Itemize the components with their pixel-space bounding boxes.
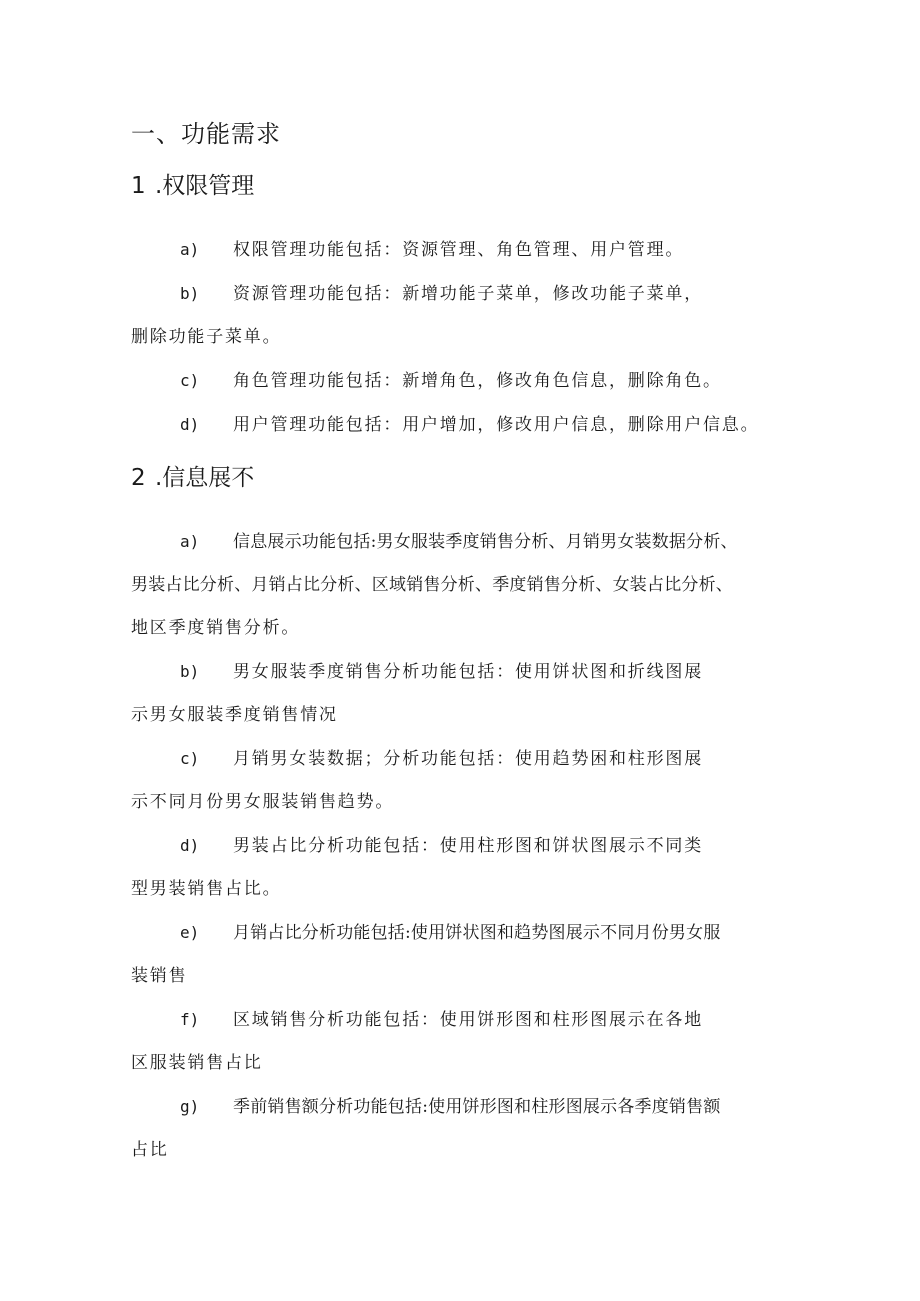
item-marker: g) [180, 1097, 200, 1116]
item-marker: a) [180, 532, 200, 551]
item-marker: a) [180, 240, 200, 259]
heading-number: 1 [131, 173, 146, 199]
item-text: 季前销售额分析功能包括:使用饼形图和柱形图展示各季度销售额 [233, 1097, 721, 1117]
item-text: 区域销售分析功能包括：使用饼形图和柱形图展示在各地 [233, 1010, 703, 1030]
item-marker: e) [180, 923, 200, 942]
item-marker: b) [180, 662, 200, 681]
item-text-continued: 示不同月份男女服装销售趋势。 [131, 792, 395, 812]
item-text-continued: 型男装销售占比。 [131, 879, 282, 899]
section-title: 一、功能需求 [131, 120, 281, 148]
item-marker: c) [180, 749, 200, 768]
item-text: 用户管理功能包括：用户增加，修改用户信息，删除用户信息。 [233, 415, 760, 435]
item-text: 角色管理功能包括：新增角色，修改角色信息，删除角色。 [233, 371, 722, 391]
item-text-continued: 男装占比分析、月销占比分析、区域销售分析、季度销售分析、女装占比分析、 [131, 575, 733, 595]
item-marker: d) [180, 415, 200, 434]
item-text: 男装占比分析功能包括：使用柱形图和饼状图展示不同类 [233, 836, 703, 856]
item-marker: b) [180, 284, 200, 303]
heading-information-display [131, 461, 254, 495]
item-text-continued: 占比 [131, 1140, 169, 1160]
item-text-continued: 示男女服装季度销售情况 [131, 705, 338, 725]
item-text: 男女服装季度销售分析功能包括：使用饼状图和折线图展 [233, 662, 703, 682]
heading-number: 2 [131, 465, 146, 491]
item-text: 资源管理功能包括：新增功能子菜单，修改功能子菜单， [233, 284, 703, 304]
heading-title: .权限管理 [155, 173, 255, 199]
item-text: 信息展示功能包括:男女服装季度销售分析、月销男女装数据分析、 [233, 532, 738, 552]
heading-permission-management [131, 169, 254, 203]
item-text-continued: 删除功能子菜单。 [131, 327, 282, 347]
heading-title: .信息展不 [155, 465, 255, 491]
item-text: 月销占比分析功能包括:使用饼状图和趋势图展示不同月份男女服 [233, 923, 721, 943]
item-text-continued: 地区季度销售分析。 [131, 618, 301, 638]
item-text-continued: 区服装销售占比 [131, 1053, 263, 1073]
item-marker: f) [180, 1010, 200, 1029]
item-text-continued: 装销售 [131, 966, 188, 986]
item-marker: c) [180, 371, 200, 390]
item-text: 权限管理功能包括：资源管理、角色管理、用户管理。 [233, 240, 685, 260]
item-text: 月销男女装数据；分析功能包括：使用趋势困和柱形图展 [233, 749, 703, 769]
item-marker: d) [180, 836, 200, 855]
